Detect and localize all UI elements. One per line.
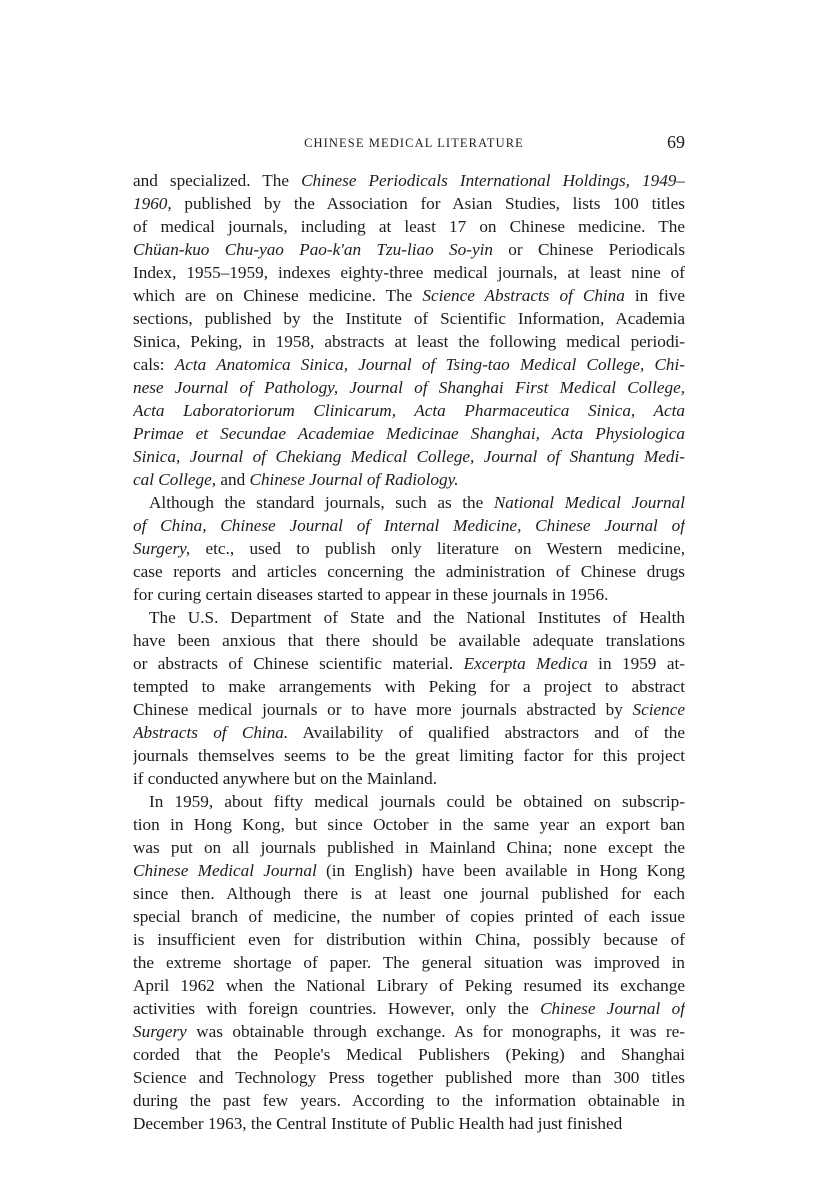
text-line [133,1043,685,1066]
italic-title-text: Science [632,700,685,719]
text-run: was obtainable through exchange. As for monographs, it was re- [186,1022,685,1041]
text-line [133,698,685,721]
text-line [133,790,685,813]
text-run: since then. Although there is at least one journal published for each [133,884,685,903]
text-line [133,905,685,928]
italic-title-text: Chinese Journal of [540,999,685,1018]
body-text [133,169,685,1135]
text-line [133,951,685,974]
text-run: special branch of medicine, the number of copies printed of each issue [133,907,685,926]
text-line [133,813,685,836]
text-run: in five [624,286,685,305]
text-run: or abstracts of Chinese scientific material. [133,654,464,673]
italic-title-text: Abstracts of China. [133,723,289,742]
text-line [133,1112,685,1135]
text-run: published by the Association for Asian Studies, lists 100 titles [171,194,685,213]
text-run: during the past few years. According to the information obtainable in [133,1091,685,1110]
text-line [133,744,685,767]
italic-title-text: Primae et Secundae Academiae Medicinae Shanghai, Acta Physiologica [133,424,685,443]
text-line [133,1066,685,1089]
text-line [133,353,685,376]
italic-title-text: Sinica, Journal of Chekiang Medical College, Journal of Shantung Medi- [133,447,685,466]
text-run: April 1962 when the National Library of Peking resumed its exchange [133,976,685,995]
text-line [133,606,685,629]
text-run: In 1959, about fifty medical journals could be obtained on subscrip- [149,792,685,811]
text-line [133,675,685,698]
italic-title-text: Acta Laboratoriorum Clinicarum, Acta Pharmaceutica Sinica, Acta [133,401,685,420]
italic-title-text: Acta Anatomica Sinica, Journal of Tsing-tao Medical College, Chi- [174,355,685,374]
text-line [133,284,685,307]
text-run: for curing certain diseases started to appear in these journals in 1956. [133,585,609,604]
text-line [133,767,685,790]
text-run: the extreme shortage of paper. The general situation was improved in [133,953,685,972]
text-line [133,445,685,468]
text-run: and specialized. The [133,171,302,190]
text-line [133,560,685,583]
text-line [133,215,685,238]
text-line [133,583,685,606]
paragraph [133,169,685,491]
text-line [133,422,685,445]
text-run: Sinica, Peking, in 1958, abstracts at least the following medical periodi- [133,332,685,351]
text-line [133,1089,685,1112]
italic-title-text: nese Journal of Pathology, Journal of Shanghai First Medical College, [133,378,685,397]
text-run: activities with foreign countries. However, only the [133,999,541,1018]
text-line [133,468,685,491]
text-line [133,399,685,422]
text-line [133,330,685,353]
text-line [133,169,685,192]
italic-title-text: Surgery, [133,539,191,558]
text-run: etc., used to publish only literature on Western medicine, [190,539,685,558]
text-run: of medical journals, including at least 17 on Chinese medicine. The [133,217,685,236]
page-number: 69 [667,132,685,152]
italic-title-text: cal College, [133,470,217,489]
italic-title-text: National Medical Journal [493,493,685,512]
italic-title-text: Science Abstracts of China [422,286,625,305]
text-line [133,629,685,652]
text-run: tempted to make arrangements with Peking for a project to abstract [133,677,685,696]
text-line [133,721,685,744]
text-line [133,652,685,675]
text-run: sections, published by the Institute of Scientific Information, Academia [133,309,685,328]
text-run: December 1963, the Central Institute of Public Health had just finished [133,1114,623,1133]
text-run: Science and Technology Press together published more than 300 titles [133,1068,685,1087]
text-line [133,261,685,284]
text-run: case reports and articles concerning the administration of Chinese drugs [133,562,685,581]
text-line [133,307,685,330]
text-line [133,376,685,399]
text-line [133,1020,685,1043]
text-line [133,836,685,859]
italic-title-text: Chinese Medical Journal [133,861,317,880]
italic-title-text: Chinese Periodicals International Holdings, 1949– [301,171,685,190]
text-run: cals: [133,355,175,374]
paragraph [133,606,685,790]
paragraph [133,790,685,1135]
text-line [133,928,685,951]
text-run: tion in Hong Kong, but since October in the same year an export ban [133,815,685,834]
paragraph [133,491,685,606]
text-line [133,859,685,882]
text-line [133,997,685,1020]
italic-title-text: Chüan-kuo Chu-yao Pao-k'an Tzu-liao So-yin [133,240,493,259]
text-run: The U.S. Department of State and the National Institutes of Health [149,608,685,627]
text-run: Index, 1955–1959, indexes eighty-three medical journals, at least nine of [133,263,685,282]
text-run: corded that the People's Medical Publishers (Peking) and Shanghai [133,1045,685,1064]
running-head [133,132,685,156]
italic-title-text: Excerpta Medica [463,654,588,673]
running-title: CHINESE MEDICAL LITERATURE [304,136,524,150]
text-line [133,882,685,905]
text-line [133,537,685,560]
text-run: in 1959 at- [587,654,685,673]
text-run: Although the standard journals, such as the [149,493,494,512]
italic-title-text: Surgery [133,1022,187,1041]
text-line [133,974,685,997]
italic-title-text: of China, Chinese Journal of Internal Medicine, Chinese Journal of [133,516,685,535]
text-run: Availability of qualified abstractors and of the [288,723,685,742]
text-run: and [216,470,250,489]
italic-title-text: Chinese Journal of Radiology. [249,470,459,489]
text-run: if conducted anywhere but on the Mainland. [133,769,438,788]
text-line [133,192,685,215]
text-run: was put on all journals published in Mainland China; none except the [133,838,685,857]
text-run: (in English) have been available in Hong Kong [316,861,685,880]
text-run: is insufficient even for distribution within China, possibly because of [133,930,685,949]
text-run: which are on Chinese medicine. The [133,286,423,305]
text-line [133,238,685,261]
text-line [133,491,685,514]
text-line [133,514,685,537]
text-run: Chinese medical journals or to have more journals abstracted by [133,700,633,719]
text-run: or Chinese Periodicals [492,240,685,259]
italic-title-text: 1960, [133,194,172,213]
text-run: journals themselves seems to be the great limiting factor for this project [133,746,685,765]
text-run: have been anxious that there should be available adequate translations [133,631,685,650]
